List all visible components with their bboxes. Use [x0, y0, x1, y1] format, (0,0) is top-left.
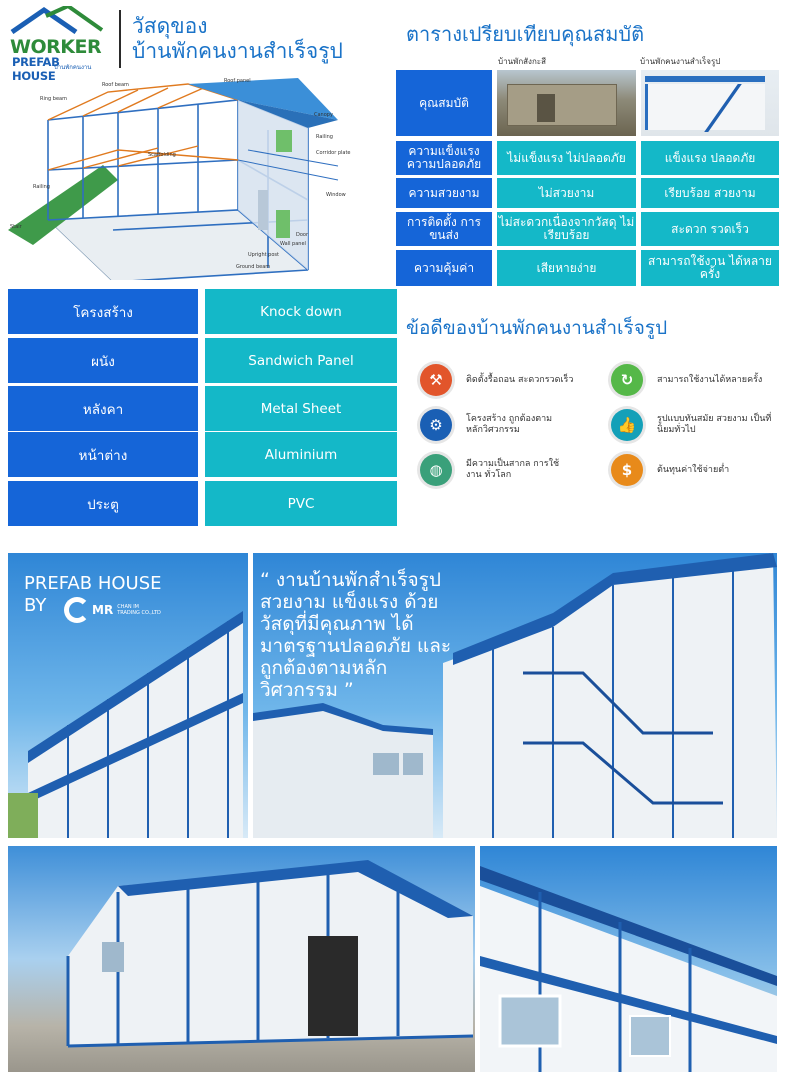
advantage-engineering	[420, 409, 566, 441]
gear-icon: ⚙	[420, 409, 452, 441]
building-photo-bottom-left	[8, 846, 475, 1072]
row-install-label: การติดตั้ง การขนส่ง	[396, 212, 492, 246]
row-strength-prefab: แข็งแรง ปลอดภัย	[641, 141, 779, 175]
material-value-window: Aluminium	[205, 432, 397, 477]
page-title-line-1: วัสดุของ	[132, 14, 208, 38]
diagram-roof-beams	[48, 84, 238, 170]
recycle-icon: ↻	[611, 364, 643, 396]
label-ring-beam: Ring beam	[40, 96, 67, 102]
label-corridor-plate: Corridor plate	[316, 150, 351, 156]
material-part-roof: หลังคา	[8, 386, 198, 431]
advantage-reusable	[611, 364, 785, 396]
page-title-line-2: บ้านพักคนงานสำเร็จรูป	[132, 39, 343, 63]
label-window: Window	[326, 192, 346, 198]
diagram-door	[258, 190, 268, 230]
advantages-title: ข้อดีของบ้านพักคนงานสำเร็จรูป	[406, 317, 668, 339]
material-part-wall: ผนัง	[8, 338, 198, 383]
banner-label-line-2: BY	[24, 595, 47, 616]
building-photo-bottom-right	[480, 846, 777, 1072]
page-title	[132, 14, 343, 64]
banner-quote: “ งานบ้านพักสำเร็จรูป สวยงาม แข็งแรง ด้วยวัสดุที่มีคุณภาพ ได้มาตรฐานปลอดภัย และถูกต้องตามหลัก วิศวกรรม ”	[260, 569, 452, 701]
caption-zinc-house: บ้านพักสังกะสี	[498, 57, 546, 66]
row-value-zinc: เสียหายง่าย	[497, 250, 636, 286]
label-upright-post: Upright post	[248, 252, 279, 258]
row-install-prefab: สะดวก รวดเร็ว	[641, 212, 779, 246]
material-part-window: หน้าต่าง	[8, 432, 198, 477]
label-canopy: Canopy	[314, 112, 333, 118]
row-value-prefab: สามารถใช้งาน ได้หลายครั้ง	[641, 250, 779, 286]
advantage-text: สามารถใช้งานได้หลายครั้ง	[657, 374, 763, 385]
cmr-company: CHAN IM TRADING CO.,LTD	[117, 604, 161, 616]
advantage-fast-install	[420, 364, 586, 396]
material-value-wall: Sandwich Panel	[205, 338, 397, 383]
zinc-house-photo	[497, 70, 636, 136]
header-divider	[119, 10, 121, 68]
material-part-structure: โครงสร้าง	[8, 289, 198, 334]
thumbs-up-icon: 👍	[611, 409, 643, 441]
row-beauty-label: ความสวยงาม	[396, 178, 492, 208]
structure-diagram	[8, 70, 390, 280]
header-property: คุณสมบัติ	[396, 70, 492, 136]
globe-icon: ◍	[420, 454, 452, 486]
label-roof-beam: Roof beam	[102, 82, 129, 88]
advantage-text: โครงสร้าง ถูกต้องตาม หลักวิศวกรรม	[466, 414, 553, 435]
cmr-logo	[64, 597, 161, 623]
row-beauty-zinc: ไม่สวยงาม	[497, 178, 636, 208]
material-value-door: PVC	[205, 481, 397, 526]
row-beauty-prefab: เรียบร้อย สวยงาม	[641, 178, 779, 208]
cmr-letters: MR	[92, 603, 114, 617]
label-door: Door	[296, 232, 309, 238]
label-ground-beam: Ground beam	[236, 264, 271, 270]
comparison-title: ตารางเปรียบเทียบคุณสมบัติ	[406, 22, 645, 46]
label-railing: Railing	[33, 184, 50, 190]
material-value-roof: Metal Sheet	[205, 386, 397, 431]
row-strength-label: ความแข็งแรง ความปลอดภัย	[396, 141, 492, 175]
hammer-icon: ⚒	[420, 364, 452, 396]
row-value-label: ความคุ้มค่า	[396, 250, 492, 286]
material-value-structure: Knock down	[205, 289, 397, 334]
house-roof-icon	[6, 6, 106, 34]
advantage-text: รูปแบบทันสมัย สวยงาม เป็นที่นิยมทั่วไป	[657, 414, 772, 435]
advantage-modern	[611, 409, 777, 441]
advantage-text: มีความเป็นสากล การใช้งาน ทั่วโลก	[466, 459, 560, 480]
advantage-universal	[420, 454, 570, 486]
money-icon: $	[611, 454, 643, 486]
cmr-c-icon	[64, 597, 90, 623]
advantage-text: ติดตั้งรื้อถอน สะดวกรวดเร็ว	[466, 374, 574, 385]
banner-label-line-1: PREFAB HOUSE	[24, 573, 162, 594]
diagram-window	[276, 130, 292, 152]
prefab-house-photo	[641, 70, 779, 136]
label-railing-top: Railing	[316, 134, 333, 140]
label-stair: Stair	[10, 224, 22, 230]
logo-subtitle: PREFAB HOUSE	[12, 55, 60, 83]
prefab-banner	[8, 553, 777, 838]
logo-thai-caption: บ้านพักคนงาน	[54, 64, 92, 71]
logo-word: WORKER	[10, 36, 102, 58]
advantage-low-cost	[611, 454, 777, 486]
caption-prefab-house: บ้านพักคนงานสำเร็จรูป	[640, 57, 721, 66]
label-wall-panel: Wall panel	[280, 241, 306, 247]
label-roof-panel: Roof panel	[224, 78, 251, 84]
row-strength-zinc: ไม่แข็งแรง ไม่ปลอดภัย	[497, 141, 636, 175]
material-part-door: ประตู	[8, 481, 198, 526]
label-scaffolding: Scaffolding	[148, 152, 176, 158]
advantage-text: ต้นทุนค่าใช้จ่ายต่ำ	[657, 464, 730, 475]
row-install-zinc: ไม่สะดวกเนื่องจากวัสดุ ไม่เรียบร้อย	[497, 212, 636, 246]
